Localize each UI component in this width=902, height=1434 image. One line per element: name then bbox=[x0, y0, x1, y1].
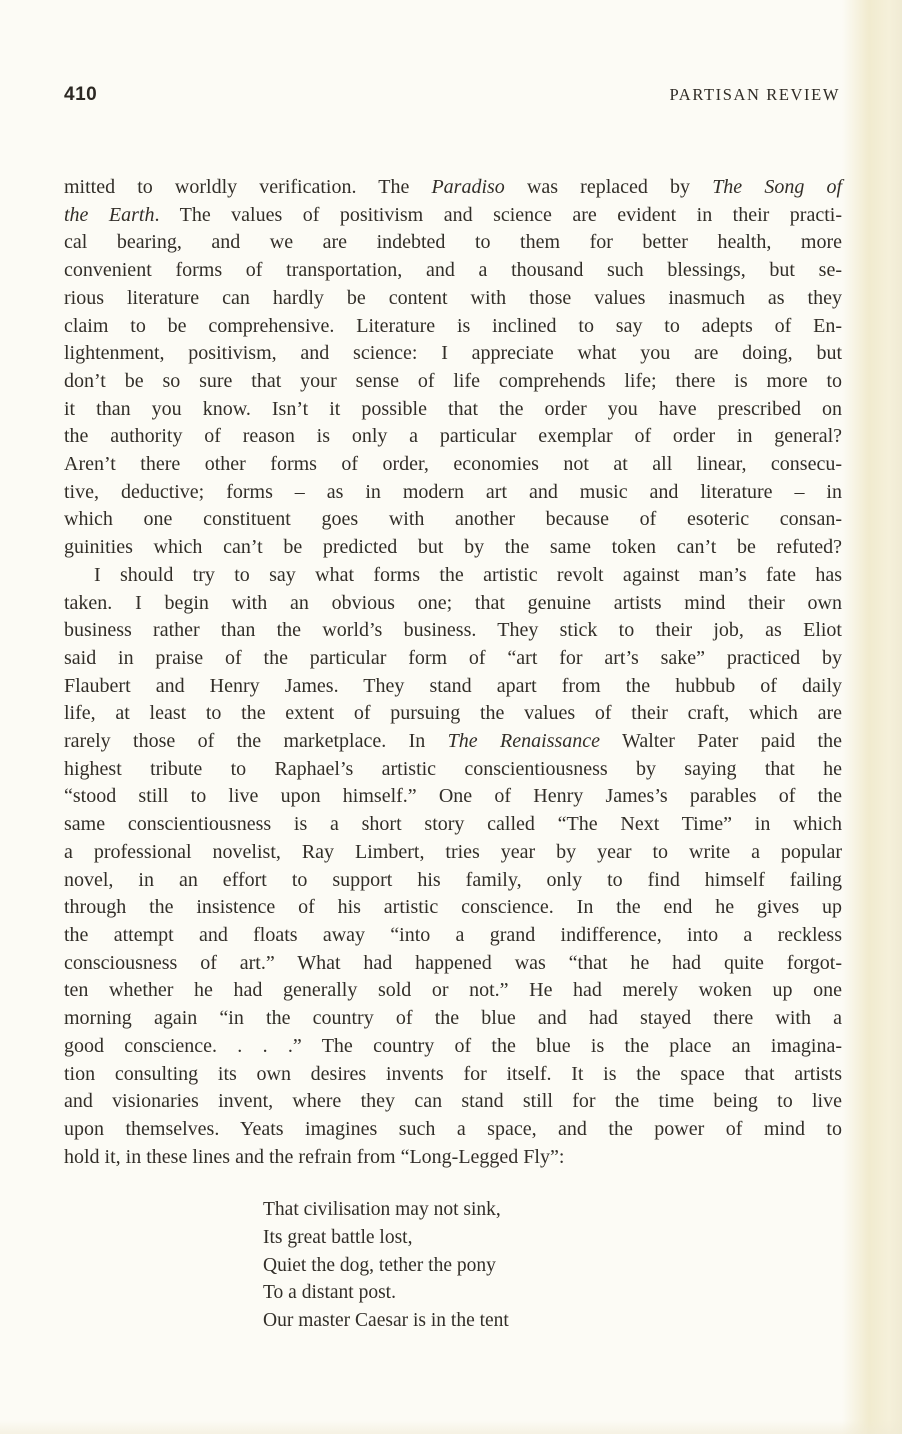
body-text: novel, in an effort to support his family, only to find himself failing bbox=[64, 868, 842, 891]
paragraphs bbox=[64, 174, 842, 1171]
body-text: claim to be comprehensive. Literature is inclined to say to adepts of En- bbox=[64, 314, 842, 337]
text-line bbox=[64, 368, 842, 396]
text-line bbox=[64, 645, 842, 673]
body-text: cal bearing, and we are indebted to them for better health, more bbox=[64, 231, 842, 254]
body-text: and visionaries invent, where they can stand still for the time being to live bbox=[64, 1090, 842, 1113]
body-text: said in praise of the particular form of “art for art’s sake” practiced by bbox=[64, 646, 842, 669]
text-line bbox=[64, 617, 842, 645]
text-line bbox=[64, 479, 842, 507]
body-text: a professional novelist, Ray Limbert, tries year by year to write a popular bbox=[64, 840, 842, 863]
poem bbox=[263, 1196, 842, 1335]
body-text: the authority of reason is only a particular exemplar of order in general? bbox=[64, 425, 842, 448]
poem-line: To a distant post. bbox=[263, 1282, 396, 1304]
body-text: ten whether he had generally sold or not.” He had merely woken up one bbox=[64, 979, 842, 1002]
body-text: Walter Pater paid the bbox=[600, 730, 842, 753]
body-text: upon themselves. Yeats imagines such a space, and the power of mind to bbox=[64, 1117, 842, 1140]
running-header bbox=[64, 84, 840, 106]
body-text: business rather than the world’s business. They stick to their job, as Eliot bbox=[64, 619, 842, 642]
italic-text: Paradiso bbox=[431, 176, 505, 198]
body-text: through the insistence of his artistic conscience. In the end he gives up bbox=[64, 896, 842, 919]
body-text: tive, deductive; forms – as in modern art and music and literature – in bbox=[64, 480, 842, 503]
scan-bottom-shading bbox=[0, 1420, 902, 1434]
body-text: it than you know. Isn’t it possible that the order you have prescribed on bbox=[64, 397, 842, 420]
body-text: life, at least to the extent of pursuing the values of their craft, which are bbox=[64, 702, 842, 725]
text-line bbox=[64, 285, 842, 313]
body-text: rarely those of the marketplace. In bbox=[64, 730, 448, 753]
text-line bbox=[64, 423, 842, 451]
page-body bbox=[64, 174, 842, 1335]
body-text: mitted to worldly verification. The bbox=[64, 176, 432, 198]
text-line bbox=[64, 1088, 842, 1116]
text-line bbox=[64, 783, 842, 811]
text-line bbox=[64, 396, 842, 424]
poem-line: Quiet the dog, tether the pony bbox=[263, 1254, 496, 1276]
body-text: hold it, in these lines and the refrain from “Long-Legged Fly”: bbox=[64, 1145, 565, 1168]
body-text: I should try to say what forms the artistic revolt against man’s fate has bbox=[94, 563, 842, 586]
body-text: “stood still to live upon himself.” One of Henry James’s parables of the bbox=[64, 785, 842, 808]
body-text: lightenment, positivism, and science: I appreciate what you are doing, but bbox=[64, 342, 842, 365]
text-line bbox=[64, 202, 842, 230]
body-text: good conscience. . . .” The country of the blue is the place an imagina- bbox=[64, 1034, 842, 1057]
text-line bbox=[64, 700, 842, 728]
body-text: same conscientiousness is a short story called “The Next Time” in which bbox=[64, 813, 842, 836]
paragraph bbox=[64, 174, 842, 562]
body-text: rious literature can hardly be content with those values inasmuch as they bbox=[64, 286, 842, 309]
scan-edge-shading bbox=[842, 0, 902, 1434]
text-line bbox=[64, 229, 842, 257]
body-text: . The values of positivism and science are evident in their practi- bbox=[154, 203, 842, 226]
text-line bbox=[64, 839, 842, 867]
body-text: the attempt and floats away “into a grand indifference, into a reckless bbox=[64, 923, 842, 946]
body-text: don’t be so sure that your sense of life comprehends life; there is more to bbox=[64, 369, 842, 392]
text-line bbox=[64, 950, 842, 978]
body-text: consciousness of art.” What had happened was “that he had quite forgot- bbox=[64, 951, 842, 974]
body-text: convenient forms of transportation, and a thousand such blessings, but se- bbox=[64, 259, 842, 282]
body-text: highest tribute to Raphael’s artistic conscientiousness by saying that he bbox=[64, 757, 842, 780]
text-line bbox=[64, 174, 842, 202]
italic-text: the Earth bbox=[64, 203, 155, 226]
text-line bbox=[64, 506, 842, 534]
paragraph bbox=[64, 562, 842, 1171]
text-line bbox=[64, 1005, 842, 1033]
italic-text: The Song of bbox=[712, 176, 843, 198]
italic-text: The Renaissance bbox=[447, 730, 601, 753]
text-line bbox=[64, 257, 842, 285]
text-line bbox=[64, 811, 842, 839]
text-line bbox=[64, 1061, 842, 1089]
body-text: taken. I begin with an obvious one; that genuine artists mind their own bbox=[64, 591, 842, 614]
poem-line: Its great battle lost, bbox=[263, 1227, 413, 1249]
poem-line: Our master Caesar is in the tent bbox=[263, 1310, 509, 1332]
body-text: guinities which can’t be predicted but by the same token can’t be refuted? bbox=[64, 536, 842, 559]
text-line bbox=[64, 340, 842, 368]
body-text: morning again “in the country of the blue and had stayed there with a bbox=[64, 1007, 842, 1030]
poem-line: That civilisation may not sink, bbox=[263, 1199, 501, 1221]
journal-title: PARTISAN REVIEW bbox=[669, 85, 840, 104]
text-line bbox=[64, 867, 842, 895]
text-line bbox=[64, 1033, 842, 1061]
body-text: which one constituent goes with another because of esoteric consan- bbox=[64, 508, 842, 531]
page-number: 410 bbox=[64, 84, 98, 105]
text-line bbox=[64, 894, 842, 922]
text-line bbox=[64, 590, 842, 618]
text-line bbox=[64, 756, 842, 784]
text-line bbox=[64, 977, 842, 1005]
body-text: Flaubert and Henry James. They stand apart from the hubbub of daily bbox=[64, 674, 842, 697]
text-line bbox=[64, 562, 842, 590]
body-text: was replaced by bbox=[504, 176, 713, 198]
text-line bbox=[64, 922, 842, 950]
text-line bbox=[64, 313, 842, 341]
text-line bbox=[64, 1116, 842, 1144]
body-text: tion consulting its own desires invents for itself. It is the space that artists bbox=[64, 1062, 842, 1085]
text-line bbox=[64, 728, 842, 756]
text-line bbox=[64, 534, 842, 562]
text-line bbox=[64, 1144, 842, 1172]
text-line bbox=[64, 673, 842, 701]
text-line bbox=[64, 451, 842, 479]
body-text: Aren’t there other forms of order, economies not at all linear, consecu- bbox=[64, 453, 842, 476]
